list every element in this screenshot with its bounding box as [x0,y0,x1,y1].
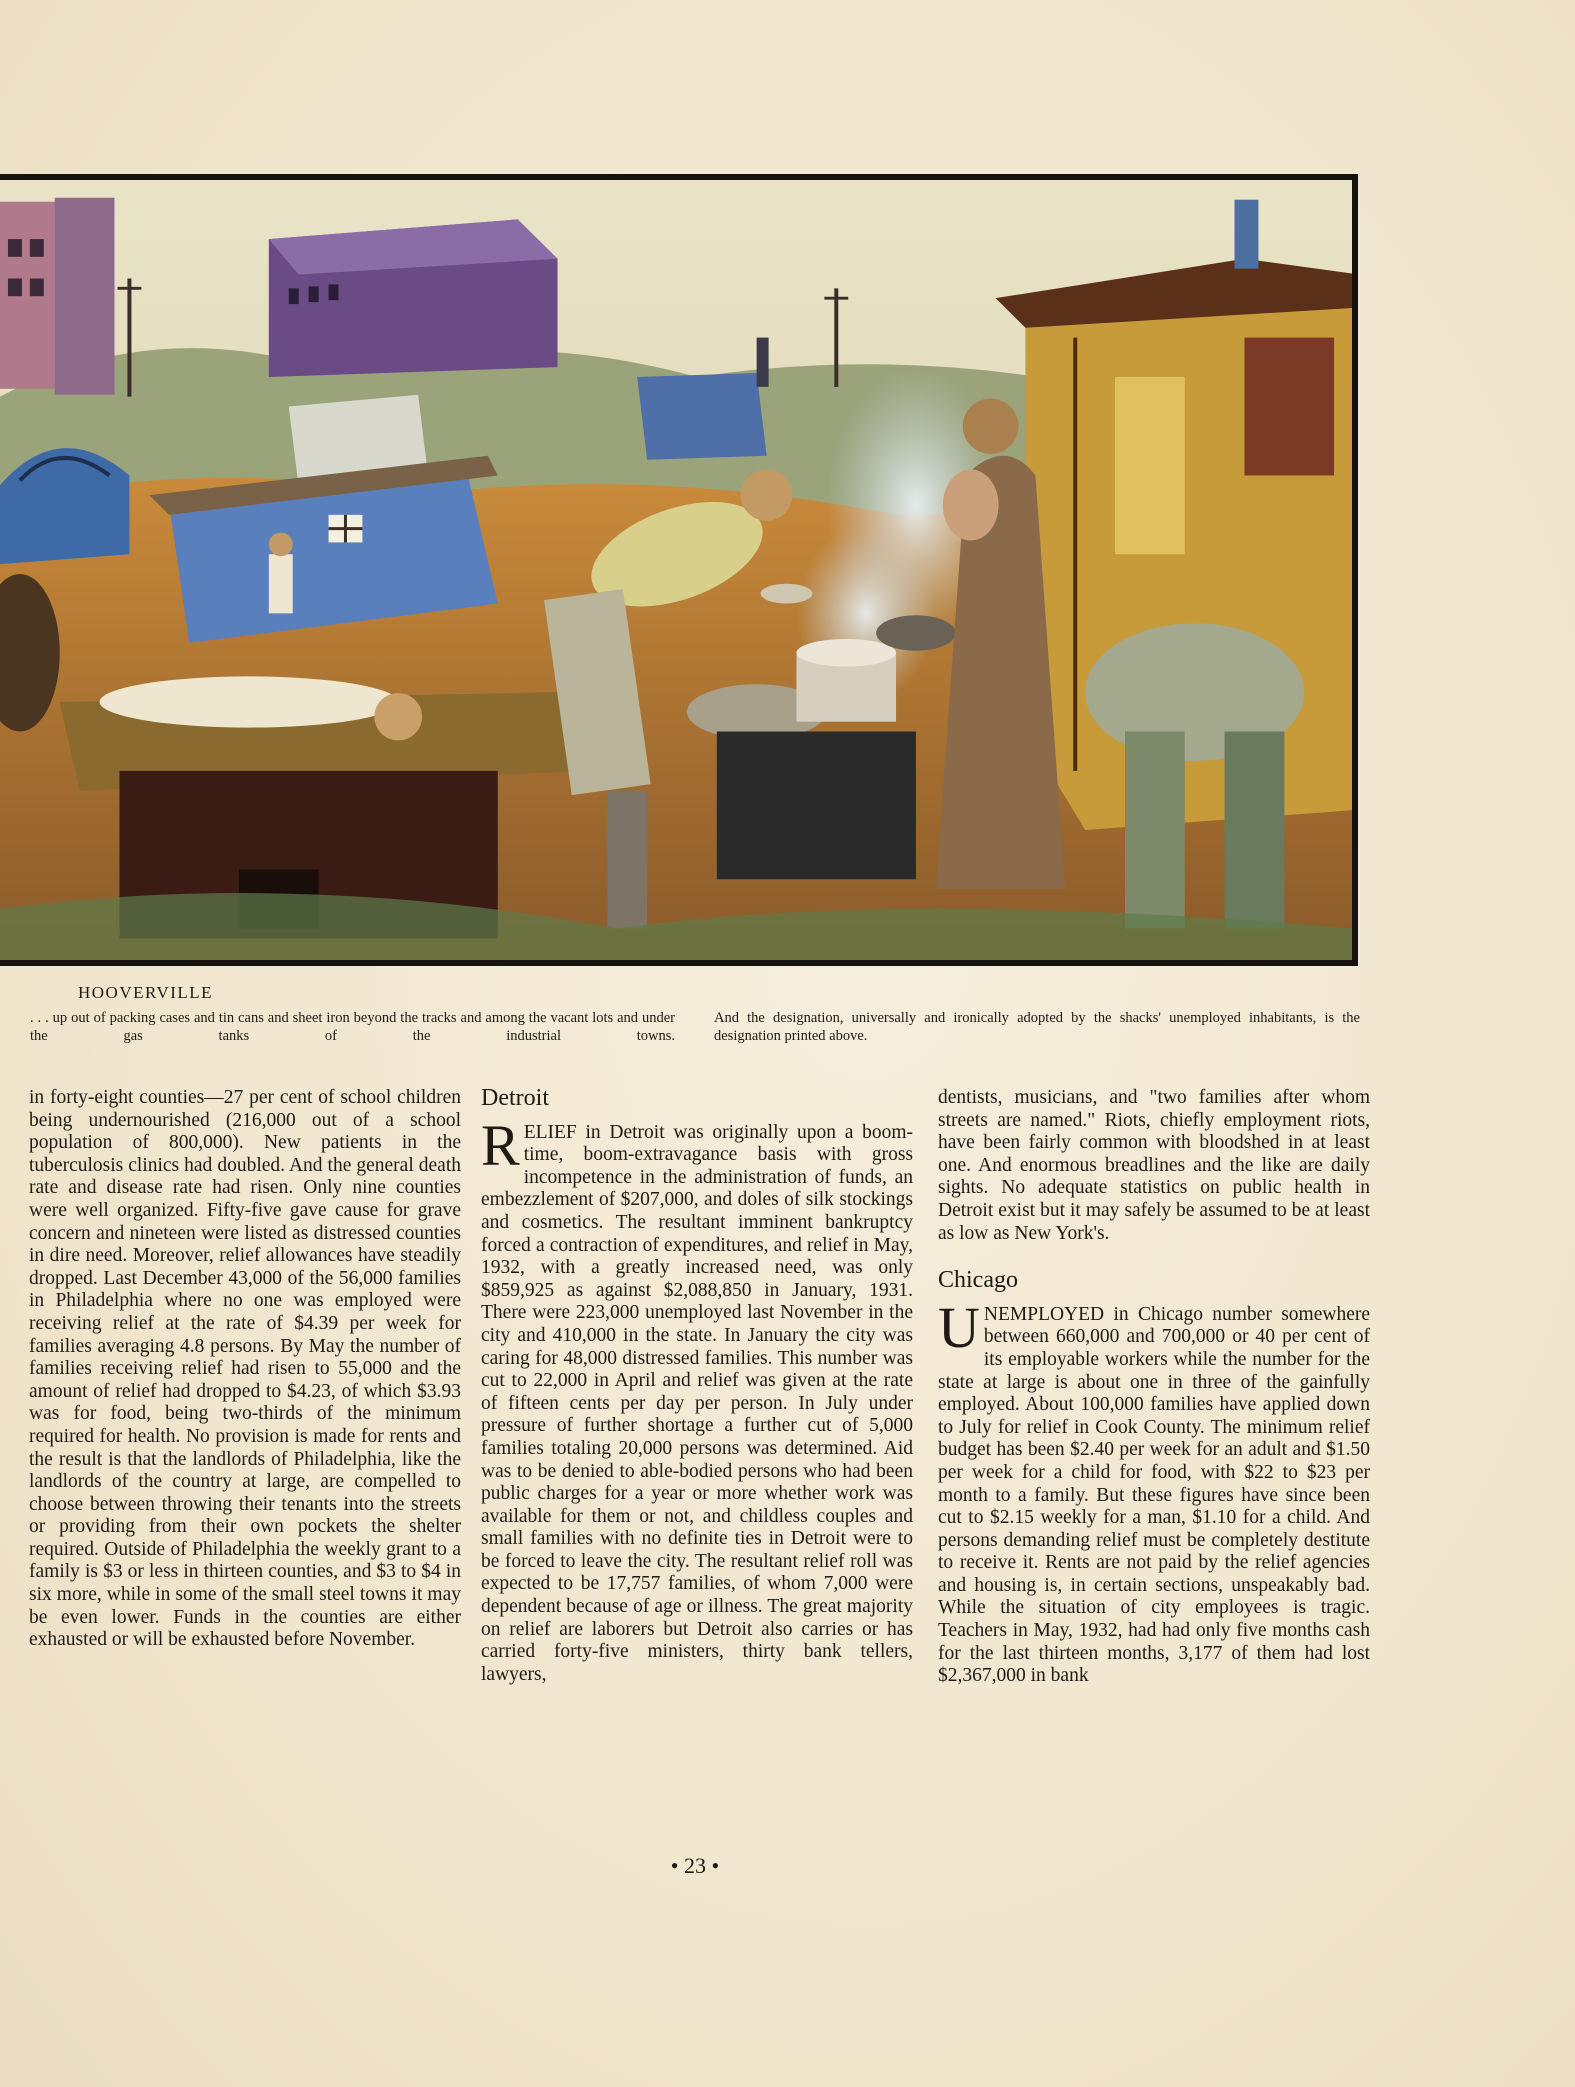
caption-title: HOOVERVILLE [78,983,214,1002]
article-column-1 [29,1087,461,1652]
column-1-paragraph: in forty-eight counties—27 per cent of school children being undernourished (216,000 out of a school population of 800,000). New patients in the tuberculosis clinics had doubled. And the general death rate and disease rate had risen. Only nine counties were well organized. Fifty-five gave cause for grave concern and nineteen were listed as distressed counties in dire need. Moreover, relief allowances have steadily dropped. Last December 43,000 of the 56,000 families in Philadelphia where no one was employed were receiving relief at the rate of $4.39 per week for families averaging 4.8 persons. By May the number of families receiving relief had risen to 55,000 and the amount of relief had dropped to $4.23, of which $3.93 was for food, being two-thirds of the minimum required for health. No provision is made for rents and the result is that the landlords of Philadelphia, like the landlords of the country at large, are compelled to choose between throwing their tenants into the streets or providing from their own pockets the shelter required. Outside of Philadelphia the weekly grant to a family is $3 or less in thirteen counties, and $3 to $4 in six more, while in some of the small steel towns it may be even lower. Funds in the counties are either exhausted or will be exhausted before November. [29,1087,461,1651]
detroit-lead-word: ELIEF [523,1121,577,1143]
detroit-dropcap: R [481,1112,520,1178]
hooverville-painting-image [0,180,1352,960]
chicago-paragraph [938,1294,1370,1688]
chicago-lead-word: NEMPLOYED [983,1303,1105,1325]
hooverville-illustration [0,174,1358,966]
detroit-body-text: in Detroit was originally upon a boom-time, boom-extravagance basis with gross incompetence in the administration of funds, an embezzlement of $207,000, and doles of silk stockings and cosmetics. The resultant imminent bankruptcy forced a contraction of expenditures, and relief in May, 1932, with a greatly increased need, was only $859,925 as against $2,088,850 in January, 1931. There were 223,000 unemployed last November in the city and 410,000 in the state. In January the city was caring for 48,000 distressed families. This number was cut to 22,000 in April and relief was given at the rate of fifteen cents per day per person. In July under pressure of further shortage a further cut of 5,000 families totaling 20,000 persons was determined. Aid was to be denied to able-bodied persons who had been public charges for a year or more whether work was available for them or not, and childless couples and small families with no definite ties in Detroit were to be forced to leave the city. The resultant relief roll was expected to be 17,757 families, of whom 7,000 were dependent because of age or illness. The great majority on relief are laborers but Detroit also carries or has carried forty-five ministers, thirty bank tellers, lawyers, [481,1121,913,1685]
chicago-dropcap: U [938,1294,980,1360]
detroit-heading: Detroit [481,1085,549,1111]
article-column-2 [481,1087,913,1686]
chicago-body-text: in Chicago number somewhere between 660,000 and 700,000 or 40 per cent of its employable workers while the number for the state at large is about one in three of the gainfully employed. About 100,000 families have applied down to July for relief in Cook County. The minimum relief budget has been $2.40 per week for an adult and $1.50 per week for a child for food, with $22 to $23 per month to a family. But these figures have since been cut to $2.15 weekly for a man, $1.10 for a child. And persons demanding relief must be completely destitute to receive it. Rents are not paid by the relief agencies and housing is, in certain sections, unspeakably bad. While the situation of city employees is tragic. Teachers in May, 1932, had had only five months cash for the last thirteen months, 3,177 of them had lost $2,367,000 in bank [938,1303,1370,1687]
chicago-heading: Chicago [938,1267,1018,1294]
column-3-paragraph: dentists, musicians, and "two families after whom streets are named." Riots, chiefly employment riots, have been fairly common with bloodshed in at least one. And enormous breadlines and the like are daily sights. No adequate statistics on public health in Detroit exist but it may safely be assumed to be at least as low as New York's. [938,1087,1370,1244]
article-column-3 [938,1087,1370,1688]
caption-left-text: . . . up out of packing cases and tin cans and sheet iron beyond the tracks and among the vacant lots and under the gas tanks of the industrial towns. [30,1010,675,1044]
detroit-paragraph [481,1112,913,1687]
page-number: • 23 • [670,1853,720,1878]
caption-right-text: And the designation, universally and ironically adopted by the shacks' unemployed inhabitants, is the designation printed above. [714,1010,1360,1044]
